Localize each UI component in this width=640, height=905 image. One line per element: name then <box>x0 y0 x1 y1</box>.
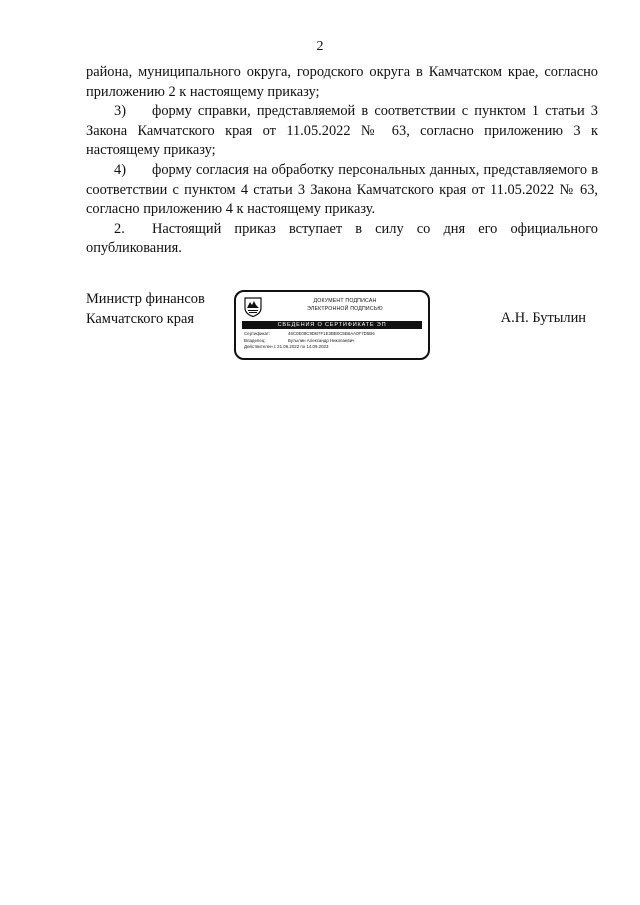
stamp-row-validity <box>244 344 375 351</box>
certificate-label: Сертификат: <box>244 331 271 336</box>
signer-position-line-1: Министр финансов <box>86 291 205 307</box>
owner-label: Владелец: <box>244 337 266 343</box>
stamp-certificate-header: СВЕДЕНИЯ О СЕРТИФИКАТЕ ЭП <box>242 321 422 329</box>
document-body <box>86 63 598 259</box>
page-number: 2 <box>316 39 324 54</box>
stamp-row-owner <box>244 338 375 345</box>
clause-2 <box>86 220 598 259</box>
list-item-3 <box>86 102 598 161</box>
stamp-title-line-1: ДОКУМЕНТ ПОДПИСАН <box>313 298 377 304</box>
stamp-row-certificate <box>244 331 375 338</box>
signer-name: А.Н. Бутылин <box>500 310 586 326</box>
coat-of-arms-icon <box>244 297 262 317</box>
list-number: 3) <box>114 103 126 120</box>
list-item-4 <box>86 161 598 220</box>
signer-position-line-2: Камчатского края <box>86 310 194 327</box>
stamp-title <box>280 298 410 313</box>
paragraph-continuation: района, муниципального округа, городского округа в Камчатском крае, согласно приложению 2 к настоящему приказу; <box>86 64 598 100</box>
signer-position <box>86 290 205 329</box>
validity-text: Действителен с 21.06.2022 по 14.09.2023 <box>244 344 329 350</box>
list-item-text: форму справки, представляемой в соответствии с пунктом 1 статьи 3 Закона Камчатского края от 11.05.2022 № 63, согласно приложению 3 к настоящему приказу; <box>86 103 598 159</box>
certificate-value: 46C0E08C9DB7F1E3BB0C5B6AA0F7D5B6 <box>288 331 375 336</box>
list-number: 4) <box>114 161 126 178</box>
electronic-signature-stamp <box>234 290 430 360</box>
stamp-certificate-details <box>244 331 375 351</box>
stamp-title-line-2: ЭЛЕКТРОННОЙ ПОДПИСЬЮ <box>307 305 383 312</box>
owner-value: Бутылин Александр Николаевич <box>288 337 355 343</box>
clause-text: Настоящий приказ вступает в силу со дня его официального опубликования. <box>86 220 598 257</box>
clause-number: 2. <box>114 220 125 237</box>
list-item-text: форму согласия на обработку персональных данных, представляемого в соответствии с пунктом 4 статьи 3 Закона Камчатского края от 11.05.2022 № 63, согласно приложению 4 к настоящему приказу. <box>86 161 598 218</box>
